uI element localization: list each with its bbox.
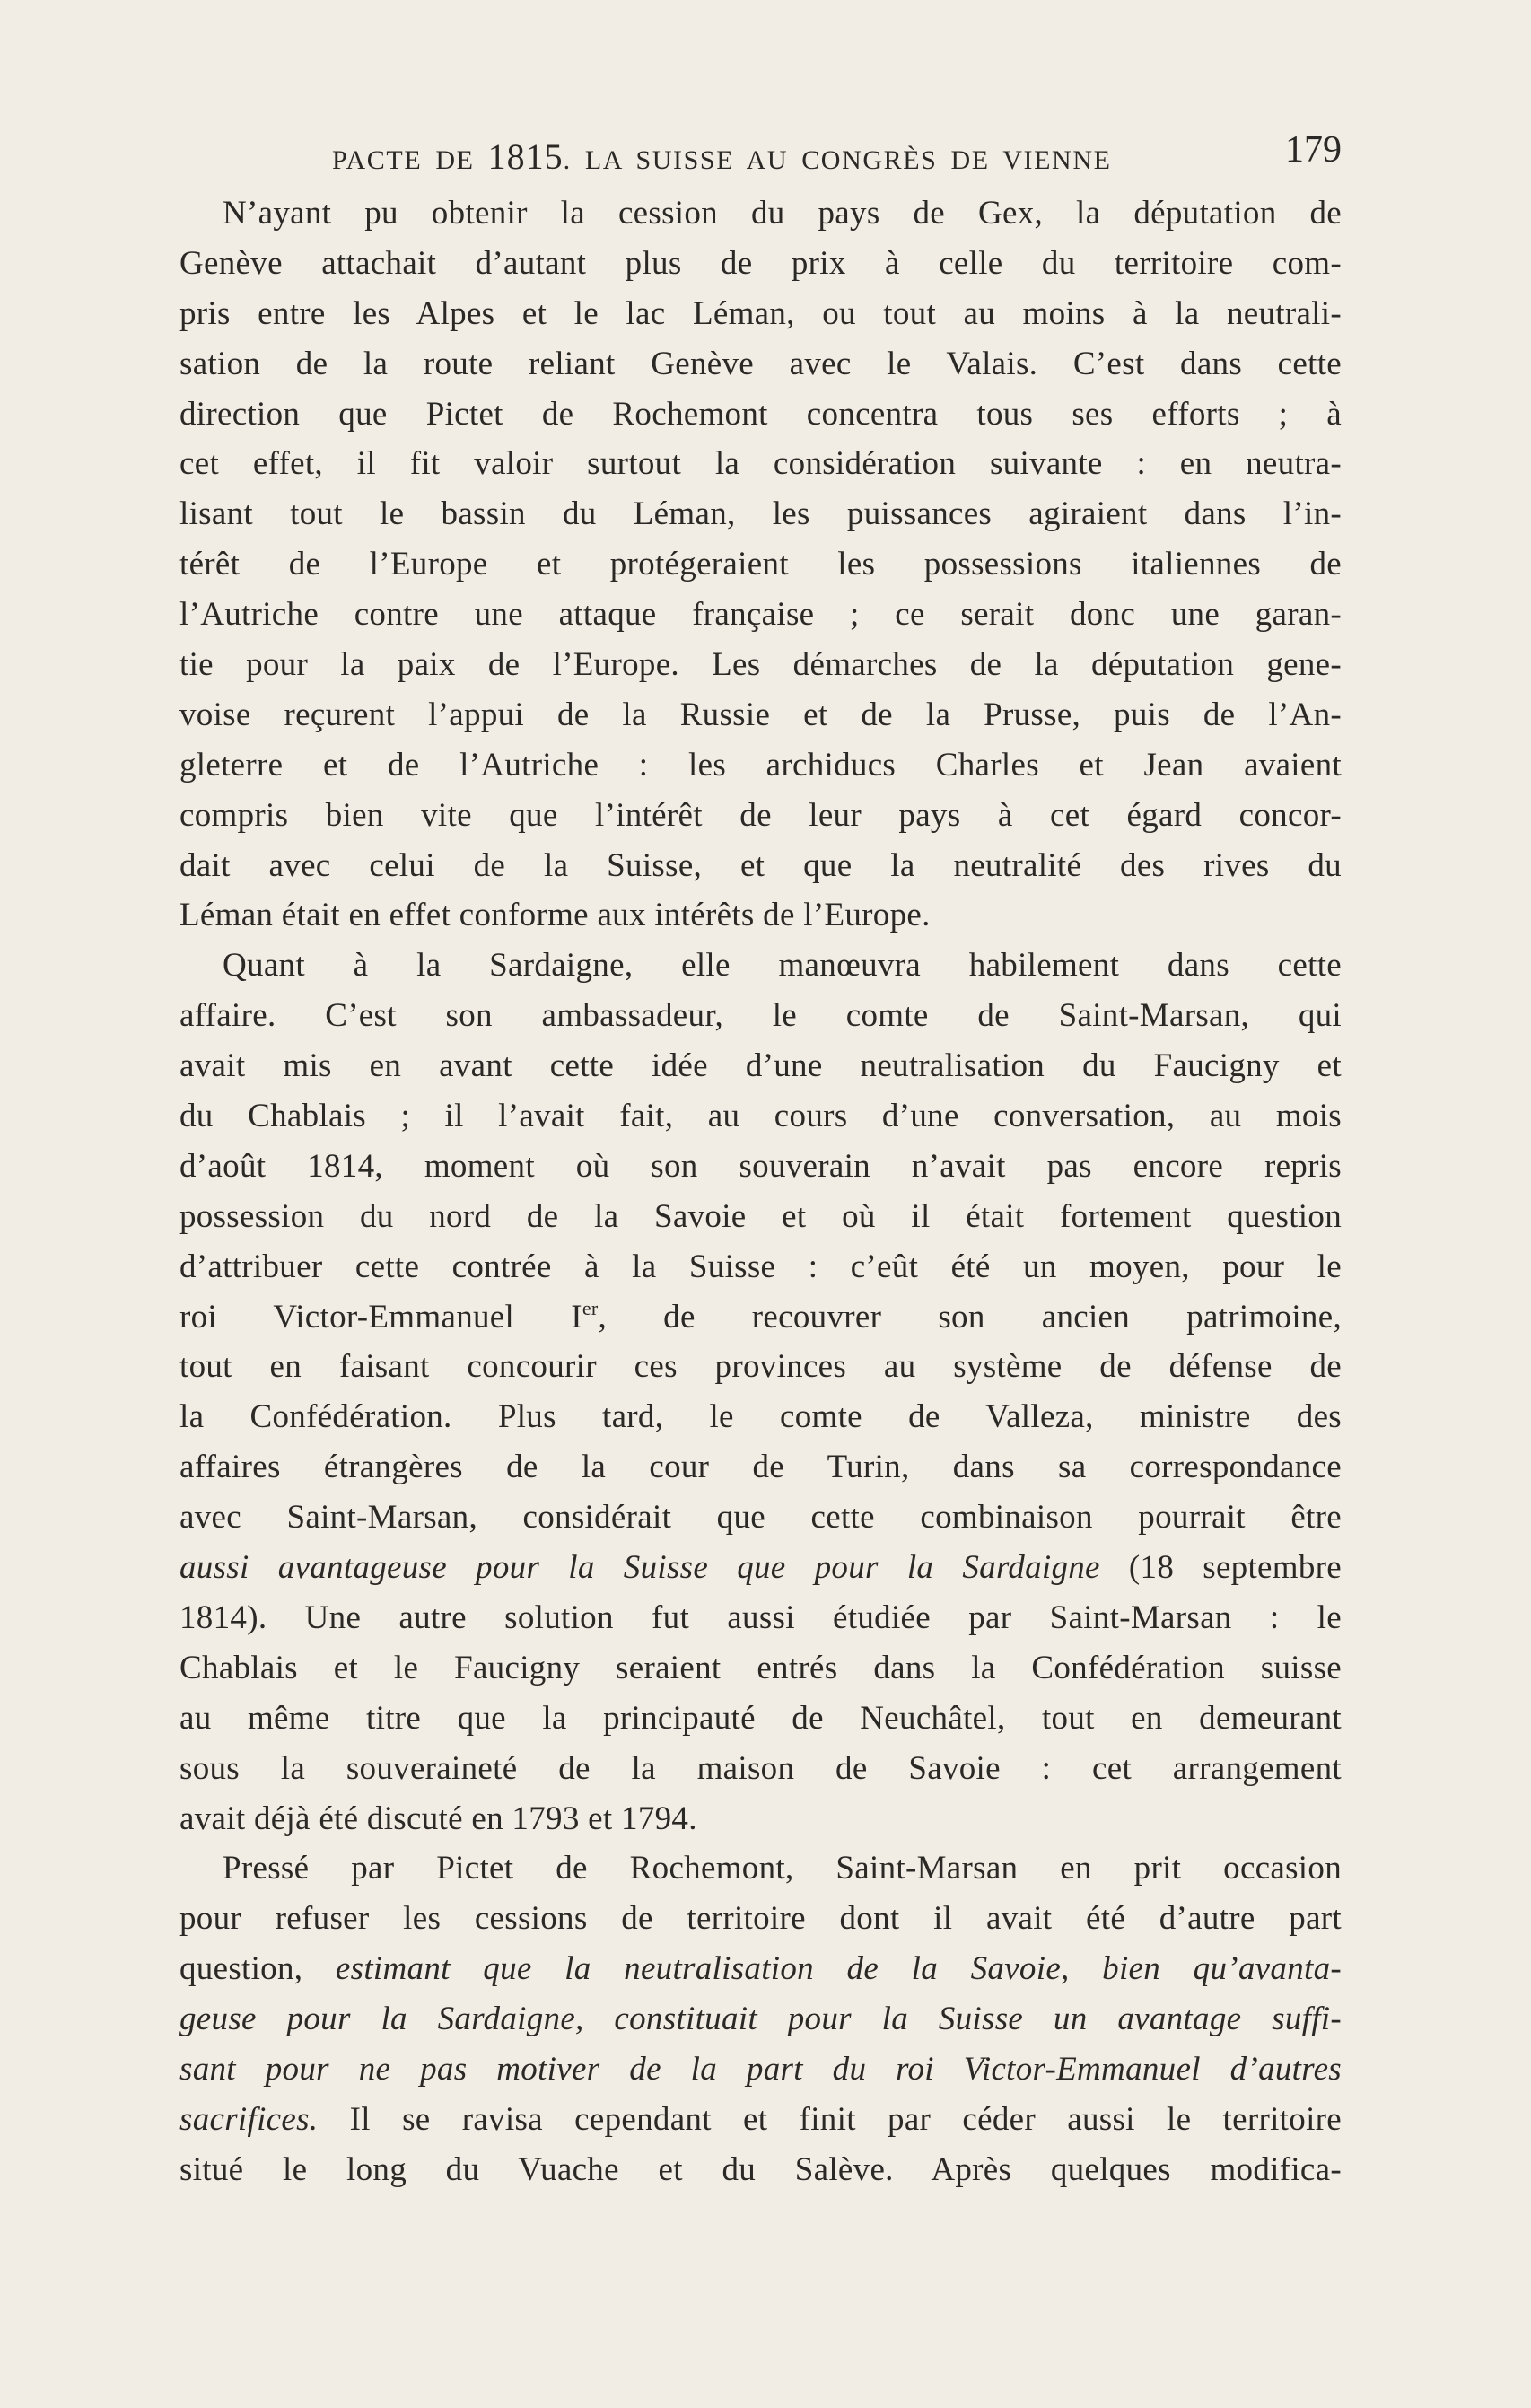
text-line <box>179 1543 1342 1593</box>
text-line: affaires étrangères de la cour de Turin, dans sa correspondance <box>179 1449 1342 1486</box>
italic-quote: sacrifices. <box>179 2100 319 2138</box>
text-line: lisant tout le bassin du Léman, les puissances agiraient dans l’in- <box>179 495 1342 533</box>
running-head <box>332 136 1112 178</box>
text-line: la Confédération. Plus tard, le comte de Valleza, ministre des <box>179 1398 1342 1436</box>
text-line: d’août 1814, moment où son souverain n’avait pas encore repris <box>179 1147 1342 1185</box>
text-line: d’attribuer cette contrée à la Suisse : c’eût été un moyen, pour le <box>179 1248 1342 1285</box>
text-line: cet effet, il fit valoir surtout la considération suivante : en neutra- <box>179 445 1342 483</box>
line-segment: question, <box>179 1950 336 1988</box>
line-segment: , de recouvrer son ancien patrimoine, <box>598 1298 1342 1335</box>
italic-quote: estimant que la neutralisation de la Savoie, bien qu’avanta- <box>335 1950 1342 1988</box>
text-line: pris entre les Alpes et le lac Léman, ou tout au moins à la neutrali- <box>179 294 1342 332</box>
text-line: avec Saint-Marsan, considérait que cette combinaison pourrait être <box>179 1499 1342 1537</box>
text-line: avait mis en avant cette idée d’une neutralisation du Faucigny et <box>179 1047 1342 1085</box>
running-head-prefix: PACTE DE <box>332 145 488 175</box>
text-line: l’Autriche contre une attaque française ; ce serait donc une garan- <box>179 596 1342 634</box>
line-segment: Il se ravisa cependant et finit par céder aussi le territoire <box>318 2100 1342 2138</box>
text-line: dait avec celui de la Suisse, et que la neutralité des rives du <box>179 846 1342 884</box>
text-line: sant pour ne pas motiver de la part du roi Victor-Emmanuel d’autres <box>179 2050 1342 2088</box>
text-line: térêt de l’Europe et protégeraient les possessions italiennes de <box>179 546 1342 583</box>
text-line: tie pour la paix de l’Europe. Les démarches de la députation gene- <box>179 646 1342 684</box>
text-line: Pressé par Pictet de Rochemont, Saint-Marsan en prit occasion <box>223 1850 1342 1887</box>
text-line: N’ayant pu obtenir la cession du pays de Gex, la députation de <box>223 195 1342 232</box>
text-line <box>179 1944 1342 1994</box>
line-segment: (18 septembre <box>1099 1549 1342 1587</box>
text-line: voise reçurent l’appui de la Russie et de la Prusse, puis de l’An- <box>179 696 1342 733</box>
text-line: situé le long du Vuache et du Salève. Après quelques modifica- <box>179 2150 1342 2188</box>
text-line: sation de la route reliant Genève avec le Valais. C’est dans cette <box>179 345 1342 382</box>
text-line: avait déjà été discuté en 1793 et 1794. <box>179 1799 697 1837</box>
text-line: Quant à la Sardaigne, elle manœuvra habilement dans cette <box>223 947 1342 985</box>
text-line <box>179 2095 1342 2145</box>
text-line: Chablais et le Faucigny seraient entrés dans la Confédération suisse <box>179 1649 1342 1686</box>
page-number: 179 <box>1285 129 1342 171</box>
body-text <box>179 188 1342 2195</box>
text-line: affaire. C’est son ambassadeur, le comte de Saint-Marsan, qui <box>179 997 1342 1035</box>
text-line: au même titre que la principauté de Neuchâtel, tout en demeurant <box>179 1699 1342 1737</box>
running-head-title: . LA SUISSE AU CONGRÈS DE VIENNE <box>563 145 1112 175</box>
text-line: gleterre et de l’Autriche : les archiducs Charles et Jean avaient <box>179 746 1342 784</box>
text-line <box>179 1292 1342 1343</box>
page-header <box>179 128 1342 182</box>
text-line: possession du nord de la Savoie et où il était fortement question <box>179 1197 1342 1235</box>
text-line: tout en faisant concourir ces provinces au système de défense de <box>179 1348 1342 1386</box>
running-head-year: 1815 <box>487 136 564 177</box>
text-line: Genève attachait d’autant plus de prix à celle du territoire com- <box>179 244 1342 282</box>
text-line: pour refuser les cessions de territoire dont il avait été d’autre part <box>179 1900 1342 1938</box>
italic-quote: aussi avantageuse pour la Suisse que pour la Sardaigne <box>179 1549 1100 1587</box>
text-line: 1814). Une autre solution fut aussi étudiée par Saint-Marsan : le <box>179 1598 1342 1636</box>
line-segment: roi Victor-Emmanuel I <box>179 1298 582 1335</box>
superscript: er <box>582 1296 599 1319</box>
text-line: geuse pour la Sardaigne, constituait pour la Suisse un avantage suffi- <box>179 2001 1342 2038</box>
text-line: compris bien vite que l’intérêt de leur pays à cet égard concor- <box>179 796 1342 834</box>
text-line: sous la souveraineté de la maison de Savoie : cet arrangement <box>179 1749 1342 1787</box>
text-line: direction que Pictet de Rochemont concentra tous ses efforts ; à <box>179 395 1342 433</box>
text-line: du Chablais ; il l’avait fait, au cours d’une conversation, au mois <box>179 1098 1342 1135</box>
text-line: Léman était en effet conforme aux intérêts de l’Europe. <box>179 897 931 934</box>
